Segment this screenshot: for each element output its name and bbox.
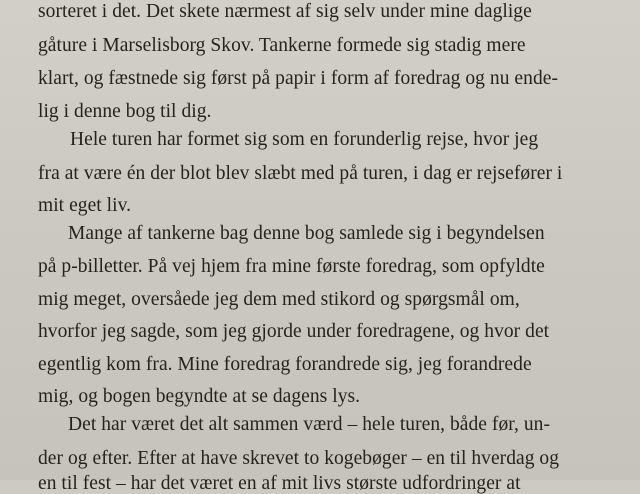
text-line: fra at være én der blot blev slæbt med på turen, i dag er rejsefører i bbox=[38, 163, 563, 184]
text-line: mit eget liv. bbox=[38, 195, 132, 216]
text-line: egentlig kom fra. Mine foredrag forandrede sig, jeg forandrede bbox=[38, 354, 532, 375]
text-line: Det har været det alt sammen værd – hele turen, både før, un- bbox=[68, 414, 551, 435]
text-line: der og efter. Efter at have skrevet to kogebøger – en til hverdag og bbox=[38, 448, 560, 469]
text-line: sorteret i det. Det skete nærmest af sig selv under mine daglige bbox=[38, 1, 532, 22]
text-line: mig, og bogen begyndte at se dagens lys. bbox=[38, 386, 361, 407]
text-line: lig i denne bog til dig. bbox=[38, 101, 212, 122]
text-line: hvorfor jeg sagde, som jeg gjorde under foredragene, og hvor det bbox=[38, 321, 550, 342]
text-line: Mange af tankerne bag denne bog samlede sig i begyndelsen bbox=[68, 223, 545, 244]
text-line: en til fest – har det været en af mit livs største udfordringer at bbox=[38, 473, 521, 494]
text-line: på p-billetter. På vej hjem fra mine første foredrag, som opfyldte bbox=[38, 256, 545, 277]
text-line: mig meget, oversåede jeg dem med stikord og spørgsmål om, bbox=[38, 289, 520, 310]
text-line: gåture i Marselisborg Skov. Tankerne formede sig stadig mere bbox=[38, 35, 526, 56]
text-line: Hele turen har formet sig som en forunderlig rejse, hvor jeg bbox=[70, 129, 539, 150]
text-line: klart, og fæstnede sig først på papir i form af foredrag og nu ende- bbox=[38, 68, 558, 89]
